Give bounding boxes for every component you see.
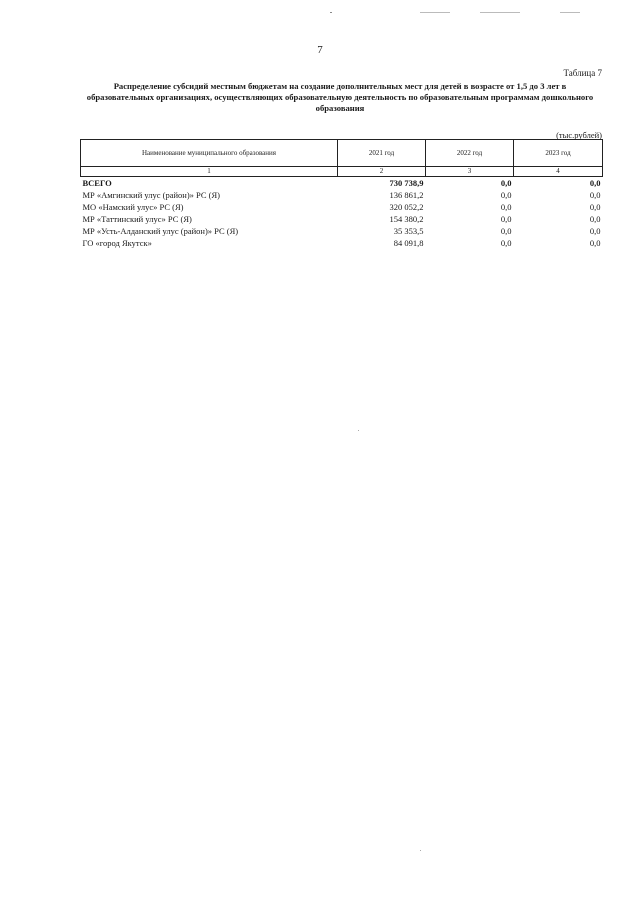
scan-artifact bbox=[330, 12, 332, 13]
table-row bbox=[81, 225, 603, 237]
table-row bbox=[81, 201, 603, 213]
value-2021: 154 380,2 bbox=[389, 214, 424, 224]
value-2023: 0,0 bbox=[589, 226, 601, 236]
value-2021: 320 052,2 bbox=[389, 202, 424, 212]
value-2023: 0,0 bbox=[589, 178, 601, 188]
units-label: (тыс.рублей) bbox=[556, 130, 602, 140]
value-2022: 0,0 bbox=[500, 202, 512, 212]
value-2022: 0,0 bbox=[500, 214, 512, 224]
table-row bbox=[81, 237, 603, 249]
value-2021: 84 091,8 bbox=[393, 238, 424, 248]
scan-artifact bbox=[480, 12, 520, 13]
column-number: 1 bbox=[81, 167, 338, 177]
municipality-name: МР «Усть-Алданский улус (район)» РС (Я) bbox=[82, 226, 239, 236]
header-municipality: Наименование муниципального образования bbox=[81, 140, 338, 167]
page-number: 7 bbox=[317, 44, 323, 56]
column-number: 3 bbox=[426, 167, 514, 177]
value-2022: 0,0 bbox=[500, 238, 512, 248]
municipality-name: ГО «город Якутск» bbox=[82, 238, 152, 248]
scan-artifact bbox=[560, 12, 580, 13]
table-label: Таблица 7 bbox=[563, 68, 602, 78]
table-row bbox=[81, 213, 603, 225]
table-header-row bbox=[81, 140, 603, 167]
table-row bbox=[81, 189, 603, 201]
municipality-name: МР «Амгинский улус (район)» РС (Я) bbox=[82, 190, 221, 200]
value-2022: 0,0 bbox=[500, 190, 512, 200]
value-2022: 0,0 bbox=[500, 226, 512, 236]
municipality-name: ВСЕГО bbox=[82, 178, 112, 188]
document-title: Распределение субсидий местным бюджетам на создание дополнительных мест для детей в возрасте от 1,5 до 3 лет в образовательных организациях, осуществляющих образовательную деятельность по образовательным программам дошкольного образования bbox=[86, 81, 594, 113]
header-2023: 2023 год bbox=[514, 140, 603, 167]
subsidy-table bbox=[80, 139, 603, 249]
table-row-total bbox=[81, 177, 603, 190]
column-number-row bbox=[81, 167, 603, 177]
value-2023: 0,0 bbox=[589, 190, 601, 200]
scan-dot bbox=[420, 850, 421, 851]
value-2023: 0,0 bbox=[589, 202, 601, 212]
scan-artifact bbox=[420, 12, 450, 13]
column-number: 4 bbox=[514, 167, 603, 177]
value-2022: 0,0 bbox=[500, 178, 512, 188]
header-2021: 2021 год bbox=[338, 140, 426, 167]
value-2023: 0,0 bbox=[589, 214, 601, 224]
value-2021: 136 861,2 bbox=[389, 190, 424, 200]
value-2021: 35 353,5 bbox=[393, 226, 424, 236]
value-2023: 0,0 bbox=[589, 238, 601, 248]
column-number: 2 bbox=[338, 167, 426, 177]
scan-dot bbox=[358, 430, 359, 431]
header-2022: 2022 год bbox=[426, 140, 514, 167]
value-2021: 730 738,9 bbox=[389, 178, 424, 188]
municipality-name: МО «Намский улус» РС (Я) bbox=[82, 202, 184, 212]
municipality-name: МР «Таттинский улус» РС (Я) bbox=[82, 214, 192, 224]
